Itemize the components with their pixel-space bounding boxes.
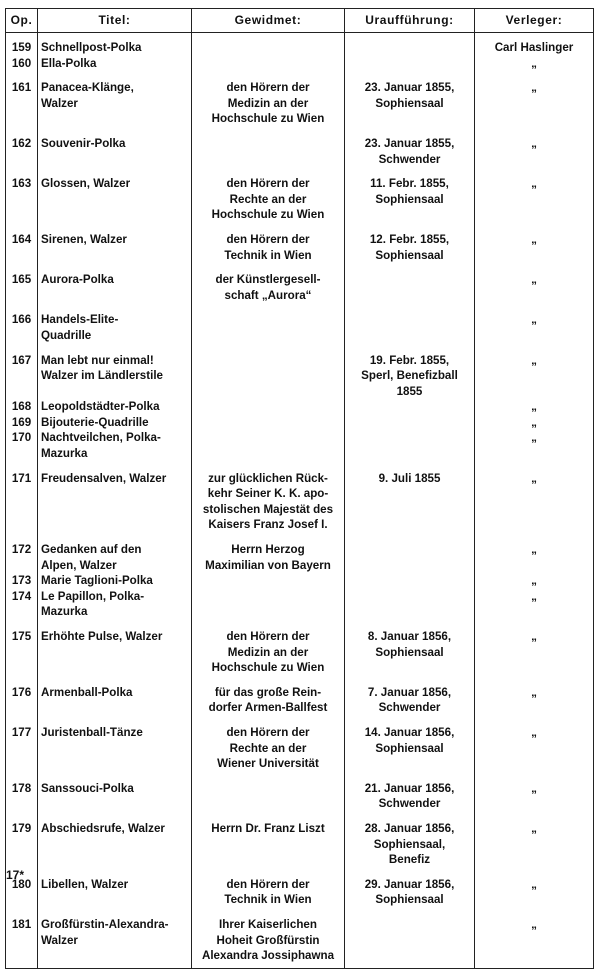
publisher-cell: „ — [475, 127, 594, 167]
premiere-cell — [345, 399, 475, 415]
gewidmet-line: den Hörern der — [226, 725, 310, 739]
titel-line: Aurora-Polka — [41, 273, 114, 287]
urauffuehrung-line: Schwender — [378, 152, 441, 166]
gewidmet-line: Maximilian von Bayern — [205, 558, 331, 572]
title-cell — [38, 462, 192, 533]
table-row — [6, 56, 594, 72]
gewidmet-line: für das große Rein- — [214, 685, 322, 699]
gewidmet-line: zur glücklichen Rück- — [208, 471, 328, 485]
table-row — [6, 430, 594, 461]
table-row — [6, 167, 594, 223]
table-row — [6, 868, 594, 908]
table-row — [6, 223, 594, 263]
gewidmet-line: Herrn Herzog — [231, 543, 305, 557]
premiere-cell — [345, 344, 475, 400]
urauffuehrung-line: Sophiensaal — [375, 645, 444, 659]
dedication-cell — [192, 223, 345, 263]
urauffuehrung-line: 29. Januar 1856, — [364, 877, 455, 891]
gewidmet-line: der Künstlergesell- — [215, 273, 321, 287]
urauffuehrung-line: 14. Januar 1856, — [364, 725, 455, 739]
premiere-cell — [345, 573, 475, 589]
gewidmet-line: Hochschule zu Wien — [211, 208, 325, 222]
urauffuehrung-line: Benefiz — [388, 853, 431, 867]
title-cell — [38, 533, 192, 573]
publisher-cell: „ — [475, 167, 594, 223]
header-verleger: Verleger: — [475, 9, 594, 33]
title-cell — [38, 620, 192, 676]
publisher-cell: „ — [475, 772, 594, 812]
titel-line: Mazurka — [41, 447, 88, 461]
titel-line: Leopoldstädter-Polka — [41, 400, 160, 414]
titel-line: Abschiedsrufe, Walzer — [41, 821, 165, 835]
table-row — [6, 908, 594, 968]
premiere-cell — [345, 263, 475, 303]
table-row — [6, 399, 594, 415]
opus-number: 180 — [6, 868, 38, 908]
table-row — [6, 620, 594, 676]
dedication-cell — [192, 533, 345, 573]
table-row — [6, 573, 594, 589]
gewidmet-line: Rechte an der — [229, 741, 307, 755]
page-mark: 17* — [6, 868, 25, 882]
table-row — [6, 415, 594, 431]
title-cell — [38, 812, 192, 868]
urauffuehrung-line: 28. Januar 1856, — [364, 821, 455, 835]
premiere-cell — [345, 462, 475, 533]
title-cell — [38, 716, 192, 772]
dedication-cell — [192, 589, 345, 620]
dedication-cell — [192, 868, 345, 908]
titel-line: Libellen, Walzer — [41, 877, 129, 891]
titel-line: Handels-Elite- — [41, 313, 119, 327]
header-op: Op. — [6, 9, 38, 33]
urauffuehrung-line: Sophiensaal — [375, 741, 444, 755]
premiere-cell — [345, 533, 475, 573]
dedication-cell — [192, 573, 345, 589]
dedication-cell — [192, 812, 345, 868]
title-cell — [38, 71, 192, 127]
title-cell — [38, 56, 192, 72]
table-row — [6, 533, 594, 573]
title-cell — [38, 303, 192, 343]
table-row — [6, 812, 594, 868]
premiere-cell — [345, 71, 475, 127]
publisher-cell: „ — [475, 344, 594, 400]
urauffuehrung-line: 7. Januar 1856, — [367, 685, 452, 699]
dedication-cell — [192, 716, 345, 772]
titel-line: Souvenir-Polka — [41, 136, 126, 150]
titel-line: Erhöhte Pulse, Walzer — [41, 630, 163, 643]
premiere-cell — [345, 868, 475, 908]
gewidmet-line: Hoheit Großfürstin — [216, 933, 320, 947]
titel-line: Gedanken auf den — [41, 543, 142, 557]
dedication-cell — [192, 399, 345, 415]
table-row — [6, 589, 594, 620]
premiere-cell — [345, 167, 475, 223]
urauffuehrung-line: Sophiensaal, — [373, 837, 446, 851]
publisher-cell: „ — [475, 812, 594, 868]
gewidmet-line: den Hörern der — [226, 177, 310, 191]
opus-number: 168 — [6, 399, 38, 415]
header-titel: Titel: — [38, 9, 192, 33]
dedication-cell — [192, 676, 345, 716]
urauffuehrung-line: Sophiensaal — [375, 192, 444, 206]
titel-line: Walzer — [41, 933, 78, 947]
titel-line: Glossen, Walzer — [41, 177, 131, 191]
gewidmet-line: Medizin an der — [227, 96, 309, 110]
publisher-cell: „ — [475, 415, 594, 431]
opus-number: 176 — [6, 676, 38, 716]
titel-line: Sirenen, Walzer — [41, 232, 127, 246]
header-urauffuehrung: Uraufführung: — [345, 9, 475, 33]
dedication-cell — [192, 127, 345, 167]
premiere-cell — [345, 127, 475, 167]
opus-number: 164 — [6, 223, 38, 263]
table-row — [6, 462, 594, 533]
urauffuehrung-line: 19. Febr. 1855, — [369, 353, 450, 367]
urauffuehrung-line: Sophiensaal — [375, 96, 444, 110]
title-cell — [38, 868, 192, 908]
catalog-page — [5, 8, 595, 969]
table-row — [6, 716, 594, 772]
title-cell — [38, 223, 192, 263]
table-row — [6, 344, 594, 400]
titel-line: Bijouterie-Quadrille — [41, 415, 149, 429]
premiere-cell — [345, 812, 475, 868]
publisher-cell: Carl Haslinger — [475, 33, 594, 56]
dedication-cell — [192, 71, 345, 127]
dedication-cell — [192, 908, 345, 968]
table-row — [6, 71, 594, 127]
gewidmet-line: kehr Seiner K. K. apo- — [207, 487, 329, 501]
gewidmet-line: Wiener Universität — [217, 757, 319, 771]
urauffuehrung-line: Schwender — [378, 701, 441, 715]
gewidmet-line: den Hörern der — [226, 630, 310, 643]
table-body — [6, 33, 594, 969]
works-table — [5, 8, 594, 969]
opus-number: 161 — [6, 71, 38, 127]
dedication-cell — [192, 303, 345, 343]
table-row — [6, 127, 594, 167]
urauffuehrung-line: Sophiensaal — [375, 893, 444, 907]
title-cell — [38, 676, 192, 716]
gewidmet-line: Technik in Wien — [224, 893, 312, 907]
gewidmet-line: den Hörern der — [226, 232, 310, 246]
urauffuehrung-line: Schwender — [378, 797, 441, 811]
title-cell — [38, 344, 192, 400]
urauffuehrung-line: 8. Januar 1856, — [367, 630, 452, 643]
opus-number: 169 — [6, 415, 38, 431]
title-cell — [38, 167, 192, 223]
titel-line: Walzer im Ländlerstile — [41, 369, 163, 383]
titel-line: Man lebt nur einmal! — [41, 353, 154, 367]
publisher-cell: „ — [475, 303, 594, 343]
gewidmet-line: dorfer Armen-Ballfest — [208, 701, 328, 715]
dedication-cell — [192, 462, 345, 533]
table-header — [6, 9, 594, 33]
dedication-cell — [192, 772, 345, 812]
titel-line: Le Papillon, Polka- — [41, 589, 145, 603]
opus-number: 172 — [6, 533, 38, 573]
publisher-cell: „ — [475, 620, 594, 676]
table-row — [6, 676, 594, 716]
dedication-cell — [192, 430, 345, 461]
titel-line: Freudensalven, Walzer — [41, 471, 167, 485]
urauffuehrung-line: 1855 — [396, 384, 423, 398]
publisher-cell: „ — [475, 908, 594, 968]
titel-line: Armenball-Polka — [41, 685, 133, 699]
opus-number: 171 — [6, 462, 38, 533]
dedication-cell — [192, 415, 345, 431]
urauffuehrung-line: 11. Febr. 1855, — [370, 177, 449, 191]
premiere-cell — [345, 772, 475, 812]
titel-line: Ella-Polka — [41, 56, 97, 70]
premiere-cell — [345, 589, 475, 620]
titel-line: Nachtveilchen, Polka- — [41, 431, 161, 445]
publisher-cell: „ — [475, 430, 594, 461]
publisher-cell: „ — [475, 56, 594, 72]
titel-line: Alpen, Walzer — [41, 558, 117, 572]
publisher-cell: „ — [475, 573, 594, 589]
gewidmet-line: Alexandra Jossiphawna — [201, 949, 335, 963]
titel-line: Panacea-Klänge, — [41, 81, 134, 95]
publisher-cell: „ — [475, 399, 594, 415]
premiere-cell — [345, 676, 475, 716]
premiere-cell — [345, 430, 475, 461]
gewidmet-line: stolischen Majestät des — [202, 502, 334, 516]
gewidmet-line: den Hörern der — [226, 877, 310, 891]
dedication-cell — [192, 620, 345, 676]
premiere-cell — [345, 33, 475, 56]
urauffuehrung-line: Sophiensaal — [375, 248, 444, 262]
title-cell — [38, 263, 192, 303]
opus-number: 167 — [6, 344, 38, 400]
opus-number: 163 — [6, 167, 38, 223]
publisher-cell: „ — [475, 533, 594, 573]
gewidmet-line: Rechte an der — [229, 192, 307, 206]
title-cell — [38, 33, 192, 56]
premiere-cell — [345, 716, 475, 772]
publisher-cell: „ — [475, 71, 594, 127]
premiere-cell — [345, 908, 475, 968]
titel-line: Quadrille — [41, 328, 92, 342]
dedication-cell — [192, 33, 345, 56]
dedication-cell — [192, 167, 345, 223]
publisher-cell: „ — [475, 676, 594, 716]
premiere-cell — [345, 303, 475, 343]
opus-number: 159 — [6, 33, 38, 56]
urauffuehrung-line: 23. Januar 1855, — [364, 136, 455, 150]
title-cell — [38, 772, 192, 812]
opus-number: 179 — [6, 812, 38, 868]
titel-line: Walzer — [41, 96, 78, 110]
opus-number: 174 — [6, 589, 38, 620]
gewidmet-line: Herrn Dr. Franz Liszt — [211, 821, 325, 835]
titel-line: Marie Taglioni-Polka — [41, 574, 153, 588]
urauffuehrung-line: Sperl, Benefizball — [361, 369, 458, 383]
table-row — [6, 303, 594, 343]
title-cell — [38, 399, 192, 415]
opus-number: 181 — [6, 908, 38, 968]
opus-number: 166 — [6, 303, 38, 343]
publisher-cell: „ — [475, 589, 594, 620]
opus-number: 162 — [6, 127, 38, 167]
publisher-cell: „ — [475, 462, 594, 533]
table-row — [6, 772, 594, 812]
urauffuehrung-line: 23. Januar 1855, — [364, 81, 455, 95]
publisher-cell: „ — [475, 223, 594, 263]
premiere-cell — [345, 56, 475, 72]
titel-line: Großfürstin-Alexandra- — [41, 917, 169, 931]
title-cell — [38, 573, 192, 589]
gewidmet-line: Hochschule zu Wien — [211, 661, 325, 675]
dedication-cell — [192, 263, 345, 303]
opus-number: 170 — [6, 430, 38, 461]
titel-line: Mazurka — [41, 605, 88, 619]
gewidmet-line: Technik in Wien — [224, 248, 312, 262]
table-row — [6, 33, 594, 56]
publisher-cell: „ — [475, 716, 594, 772]
gewidmet-line: Hochschule zu Wien — [211, 112, 325, 126]
titel-line: Schnellpost-Polka — [41, 41, 142, 54]
urauffuehrung-line: 9. Juli 1855 — [378, 471, 441, 485]
titel-line: Juristenball-Tänze — [41, 725, 143, 739]
title-cell — [38, 589, 192, 620]
gewidmet-line: Medizin an der — [227, 645, 309, 659]
urauffuehrung-line: 12. Febr. 1855, — [369, 232, 450, 246]
opus-number: 165 — [6, 263, 38, 303]
premiere-cell — [345, 223, 475, 263]
title-cell — [38, 127, 192, 167]
publisher-cell: „ — [475, 263, 594, 303]
premiere-cell — [345, 620, 475, 676]
table-row — [6, 263, 594, 303]
premiere-cell — [345, 415, 475, 431]
opus-number: 177 — [6, 716, 38, 772]
urauffuehrung-line: 21. Januar 1856, — [364, 781, 455, 795]
titel-line: Sanssouci-Polka — [41, 781, 134, 795]
gewidmet-line: Ihrer Kaiserlichen — [219, 917, 317, 931]
dedication-cell — [192, 344, 345, 400]
opus-number: 173 — [6, 573, 38, 589]
opus-number: 178 — [6, 772, 38, 812]
title-cell — [38, 430, 192, 461]
gewidmet-line: den Hörern der — [226, 81, 310, 95]
title-cell — [38, 908, 192, 968]
dedication-cell — [192, 56, 345, 72]
publisher-cell: „ — [475, 868, 594, 908]
opus-number: 160 — [6, 56, 38, 72]
title-cell — [38, 415, 192, 431]
gewidmet-line: Kaisers Franz Josef I. — [208, 518, 328, 532]
gewidmet-line: schaft „Aurora“ — [224, 288, 312, 302]
header-gewidmet: Gewidmet: — [192, 9, 345, 33]
opus-number: 175 — [6, 620, 38, 676]
